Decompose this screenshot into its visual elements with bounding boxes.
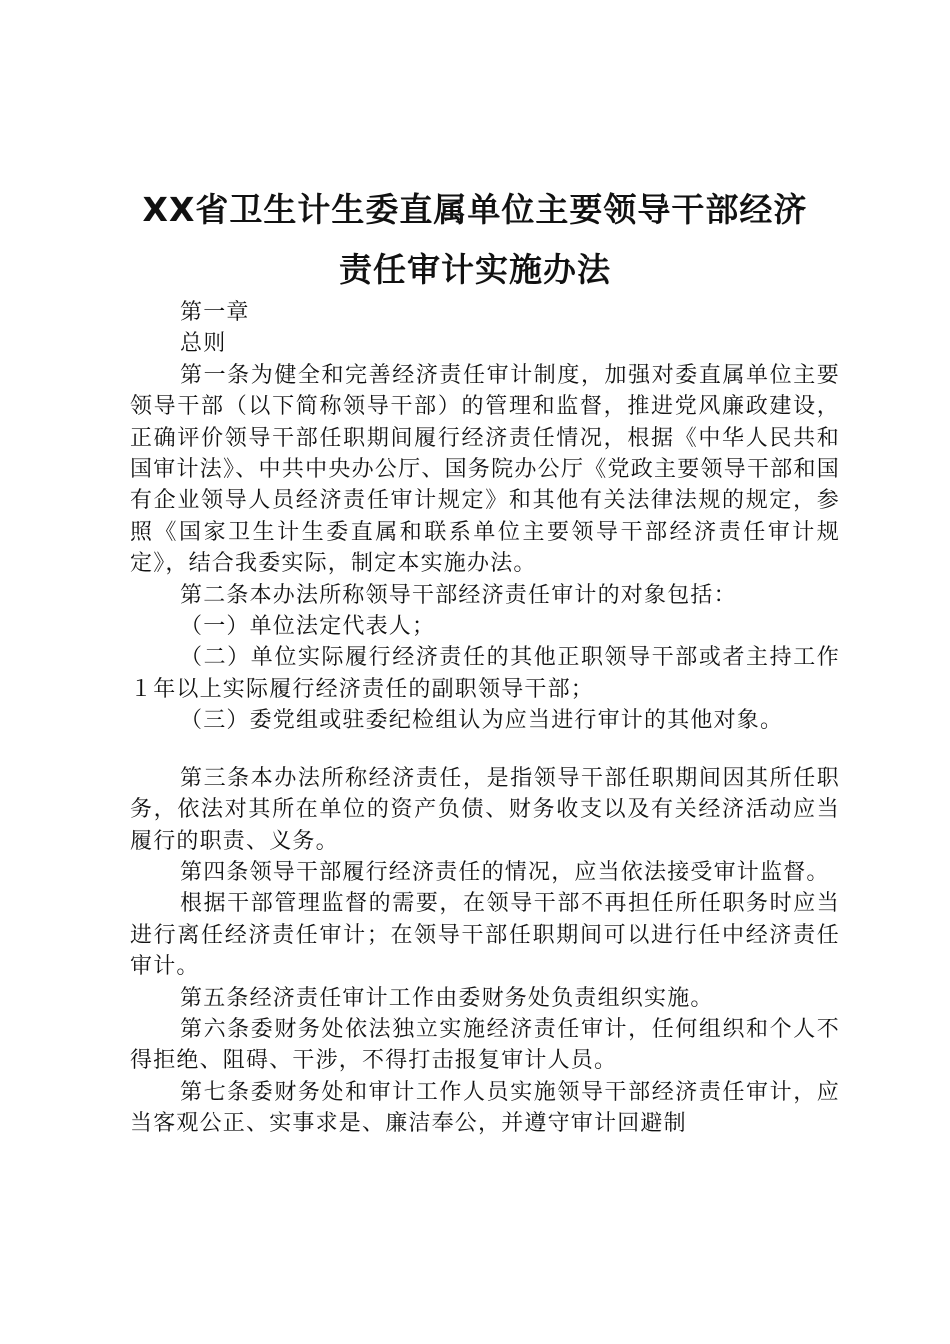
article-4-paragraph-2: 根据干部管理监督的需要，在领导干部不再担任所任职务时应当进行离任经济责任审计；在领导干部任职期间可以进行任中经济责任审计。	[130, 891, 840, 980]
document-body	[130, 297, 840, 1140]
article-6: 第六条委财务处依法独立实施经济责任审计，任何组织和个人不得拒绝、阻碍、干涉，不得打击报复审计人员。	[130, 1016, 840, 1074]
paragraph-gap	[130, 737, 840, 763]
article-2-item-1: （一）单位法定代表人；	[180, 614, 436, 640]
article-1: 第一条为健全和完善经济责任审计制度，加强对委直属单位主要领导干部（以下简称领导干部）的管理和监督，推进党风廉政建设，正确评价领导干部任职期间履行经济责任情况，根据《中华人民共和国审计法》、中共中央办公厅、国务院办公厅《党政主要领导干部和国有企业领导人员经济责任审计规定》和其他有关法律法规的规定，参照《国家卫生计生委直属和联系单位主要领导干部经济责任审计规定》，结合我委实际，制定本实施办法。	[130, 362, 840, 577]
chapter-number: 第一章	[180, 300, 250, 325]
article-4: 第四条领导干部履行经济责任的情况，应当依法接受审计监督。	[180, 859, 830, 885]
document-title-line-2: 责任审计实施办法	[339, 250, 611, 289]
document-title-line-1: XX省卫生计生委直属单位主要领导干部经济	[142, 190, 808, 229]
article-2: 第二条本办法所称领导干部经济责任审计的对象包括：	[180, 582, 737, 608]
chapter-title: 总则	[180, 331, 227, 357]
article-5: 第五条经济责任审计工作由委财务处负责组织实施。	[180, 985, 714, 1011]
article-2-item-3: （三）委党组或驻委纪检组认为应当进行审计的其他对象。	[180, 708, 784, 734]
article-2-item-2: （二）单位实际履行经济责任的其他正职领导干部或者主持工作１年以上实际履行经济责任的副职领导干部；	[130, 645, 840, 702]
article-3: 第三条本办法所称经济责任，是指领导干部任职期间因其所任职务，依法对其所在单位的资产负债、财务收支以及有关经济活动应当履行的职责、义务。	[130, 765, 840, 854]
article-7: 第七条委财务处和审计工作人员实施领导干部经济责任审计，应当客观公正、实事求是、廉洁奉公，并遵守审计回避制	[130, 1079, 840, 1137]
